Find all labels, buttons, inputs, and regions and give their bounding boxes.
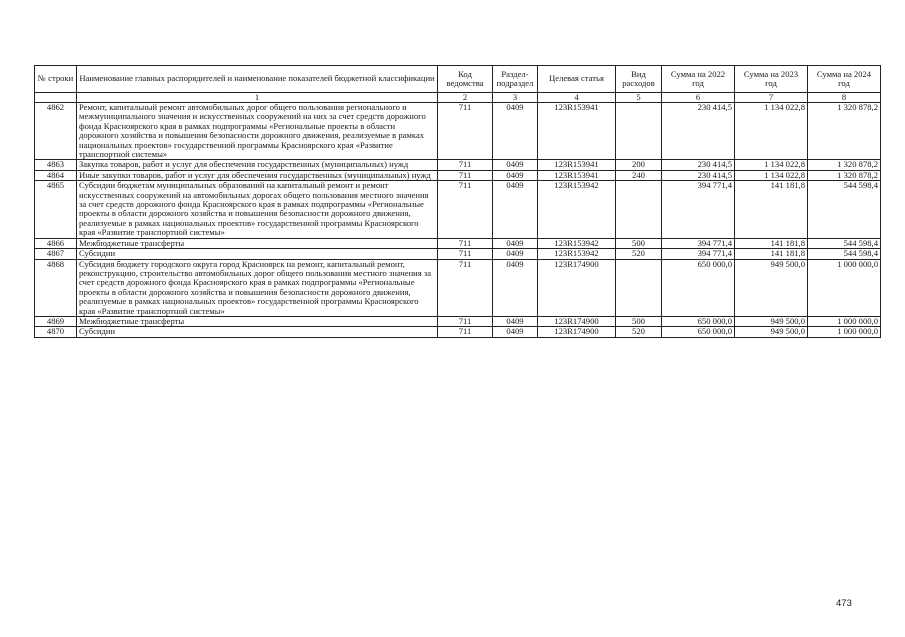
column-number: 4 xyxy=(538,93,616,103)
table-row xyxy=(35,249,881,259)
row-number: 4870 xyxy=(35,327,77,337)
row-name: Межбюджетные трансферты xyxy=(77,238,438,248)
row-number: 4864 xyxy=(35,170,77,180)
row-sum-2024: 1 000 000,0 xyxy=(808,327,881,337)
row-department-code: 711 xyxy=(438,103,493,160)
header-expense-type: Вид расходов xyxy=(616,66,662,93)
row-sum-2022: 650 000,0 xyxy=(662,259,735,316)
row-number: 4865 xyxy=(35,181,77,238)
row-department-code: 711 xyxy=(438,327,493,337)
row-department-code: 711 xyxy=(438,316,493,326)
row-number: 4863 xyxy=(35,160,77,170)
row-sum-2023: 949 500,0 xyxy=(735,259,808,316)
row-expense-type xyxy=(616,103,662,160)
table-row xyxy=(35,170,881,180)
row-target-article: 123R153941 xyxy=(538,103,616,160)
row-sum-2024: 1 320 878,2 xyxy=(808,160,881,170)
header-row xyxy=(35,66,881,93)
page-number: 473 xyxy=(836,598,852,609)
row-sum-2023: 949 500,0 xyxy=(735,316,808,326)
table-body xyxy=(35,103,881,338)
row-expense-type: 240 xyxy=(616,170,662,180)
table-header xyxy=(35,66,881,103)
row-expense-type: 500 xyxy=(616,238,662,248)
row-name: Субсидии xyxy=(77,249,438,259)
row-number: 4866 xyxy=(35,238,77,248)
column-number: 3 xyxy=(493,93,538,103)
row-department-code: 711 xyxy=(438,259,493,316)
row-expense-type: 200 xyxy=(616,160,662,170)
table-row xyxy=(35,259,881,316)
row-sum-2023: 141 181,8 xyxy=(735,181,808,238)
row-section: 0409 xyxy=(493,160,538,170)
row-sum-2022: 650 000,0 xyxy=(662,327,735,337)
row-sum-2022: 230 414,5 xyxy=(662,103,735,160)
row-name: Иные закупки товаров, работ и услуг для обеспечения государственных (муниципальных) нужд xyxy=(77,170,438,180)
row-section: 0409 xyxy=(493,181,538,238)
column-number: 6 xyxy=(662,93,735,103)
column-number-row xyxy=(35,93,881,103)
row-name: Субсидия бюджету городского округа город Красноярск на ремонт, капитальный ремонт, реконструкцию, строительство автомобильных дорог общего пользования местного значения за счет средств дорожного фонда Красноярского края в рамках подпрограммы «Региональные проекты в области дорожного хозяйства и повышения безопасности дорожного движения, реализуемые в рамках национальных проектов» государственной программы Красноярского края «Развитие транспортной системы» xyxy=(77,259,438,316)
row-sum-2023: 141 181,8 xyxy=(735,249,808,259)
row-sum-2023: 141 181,8 xyxy=(735,238,808,248)
column-number: 8 xyxy=(808,93,881,103)
row-number: 4869 xyxy=(35,316,77,326)
table-row xyxy=(35,160,881,170)
row-name: Субсидии бюджетам муниципальных образований на капитальный ремонт и ремонт искусственных сооружений на автомобильных дорогах общего пользования местного значения за счет средств дорожного фонда Красноярского края в рамках подпрограммы «Региональные проекты в области дорожного хозяйства и повышения безопасности дорожного движения, реализуемые в рамках национальных проектов» государственной программы Красноярского края «Развитие транспортной системы» xyxy=(77,181,438,238)
row-target-article: 123R153942 xyxy=(538,249,616,259)
column-number: 1 xyxy=(77,93,438,103)
row-sum-2022: 394 771,4 xyxy=(662,249,735,259)
row-expense-type: 520 xyxy=(616,327,662,337)
row-expense-type xyxy=(616,259,662,316)
table-row xyxy=(35,238,881,248)
header-row-number: № строки xyxy=(35,66,77,93)
row-section: 0409 xyxy=(493,249,538,259)
row-target-article: 123R153942 xyxy=(538,181,616,238)
row-number: 4868 xyxy=(35,259,77,316)
header-target-article: Целевая статья xyxy=(538,66,616,93)
row-number: 4867 xyxy=(35,249,77,259)
row-sum-2022: 650 000,0 xyxy=(662,316,735,326)
row-department-code: 711 xyxy=(438,181,493,238)
table-row xyxy=(35,327,881,337)
row-target-article: 123R174900 xyxy=(538,327,616,337)
row-sum-2024: 544 598,4 xyxy=(808,181,881,238)
row-sum-2023: 1 134 022,8 xyxy=(735,160,808,170)
row-department-code: 711 xyxy=(438,170,493,180)
row-number: 4862 xyxy=(35,103,77,160)
row-section: 0409 xyxy=(493,170,538,180)
row-section: 0409 xyxy=(493,103,538,160)
column-number: 2 xyxy=(438,93,493,103)
header-sum-2023: Сумма на 2023 год xyxy=(735,66,808,93)
row-sum-2024: 1 320 878,2 xyxy=(808,170,881,180)
row-name: Ремонт, капитальный ремонт автомобильных дорог общего пользования регионального и межмуниципального значения и искусственных сооружений на них за счет средств дорожного фонда Красноярского края в рамках подпрограммы «Региональные проекты в области дорожного хозяйства и повышения безопасности дорожного движения, реализуемые в рамках национальных проектов» государственной программы Красноярского края «Развитие транспортной системы» xyxy=(77,103,438,160)
row-sum-2023: 949 500,0 xyxy=(735,327,808,337)
table-row xyxy=(35,316,881,326)
row-sum-2023: 1 134 022,8 xyxy=(735,170,808,180)
row-expense-type xyxy=(616,181,662,238)
row-target-article: 123R174900 xyxy=(538,316,616,326)
row-sum-2022: 230 414,5 xyxy=(662,170,735,180)
row-department-code: 711 xyxy=(438,238,493,248)
header-department-code: Код ведомства xyxy=(438,66,493,93)
row-sum-2022: 394 771,4 xyxy=(662,238,735,248)
row-department-code: 711 xyxy=(438,249,493,259)
row-expense-type: 500 xyxy=(616,316,662,326)
row-sum-2024: 544 598,4 xyxy=(808,249,881,259)
column-number: 7 xyxy=(735,93,808,103)
row-target-article: 123R153941 xyxy=(538,160,616,170)
row-name: Межбюджетные трансферты xyxy=(77,316,438,326)
row-sum-2024: 1 000 000,0 xyxy=(808,316,881,326)
row-sum-2024: 1 000 000,0 xyxy=(808,259,881,316)
row-section: 0409 xyxy=(493,316,538,326)
header-sum-2024: Сумма на 2024 год xyxy=(808,66,881,93)
row-section: 0409 xyxy=(493,327,538,337)
column-number xyxy=(35,93,77,103)
row-target-article: 123R153942 xyxy=(538,238,616,248)
column-number: 5 xyxy=(616,93,662,103)
row-name: Субсидии xyxy=(77,327,438,337)
header-sum-2022: Сумма на 2022 год xyxy=(662,66,735,93)
row-sum-2022: 394 771,4 xyxy=(662,181,735,238)
row-sum-2024: 544 598,4 xyxy=(808,238,881,248)
table-row xyxy=(35,181,881,238)
row-section: 0409 xyxy=(493,238,538,248)
row-target-article: 123R174900 xyxy=(538,259,616,316)
row-expense-type: 520 xyxy=(616,249,662,259)
header-section: Раздел-подраздел xyxy=(493,66,538,93)
row-department-code: 711 xyxy=(438,160,493,170)
row-name: Закупка товаров, работ и услуг для обеспечения государственных (муниципальных) нужд xyxy=(77,160,438,170)
table-row xyxy=(35,103,881,160)
row-sum-2022: 230 414,5 xyxy=(662,160,735,170)
header-name: Наименование главных распорядителей и наименование показателей бюджетной классификации xyxy=(77,66,438,93)
row-sum-2024: 1 320 878,2 xyxy=(808,103,881,160)
row-section: 0409 xyxy=(493,259,538,316)
row-sum-2023: 1 134 022,8 xyxy=(735,103,808,160)
budget-table xyxy=(34,65,881,338)
row-target-article: 123R153941 xyxy=(538,170,616,180)
